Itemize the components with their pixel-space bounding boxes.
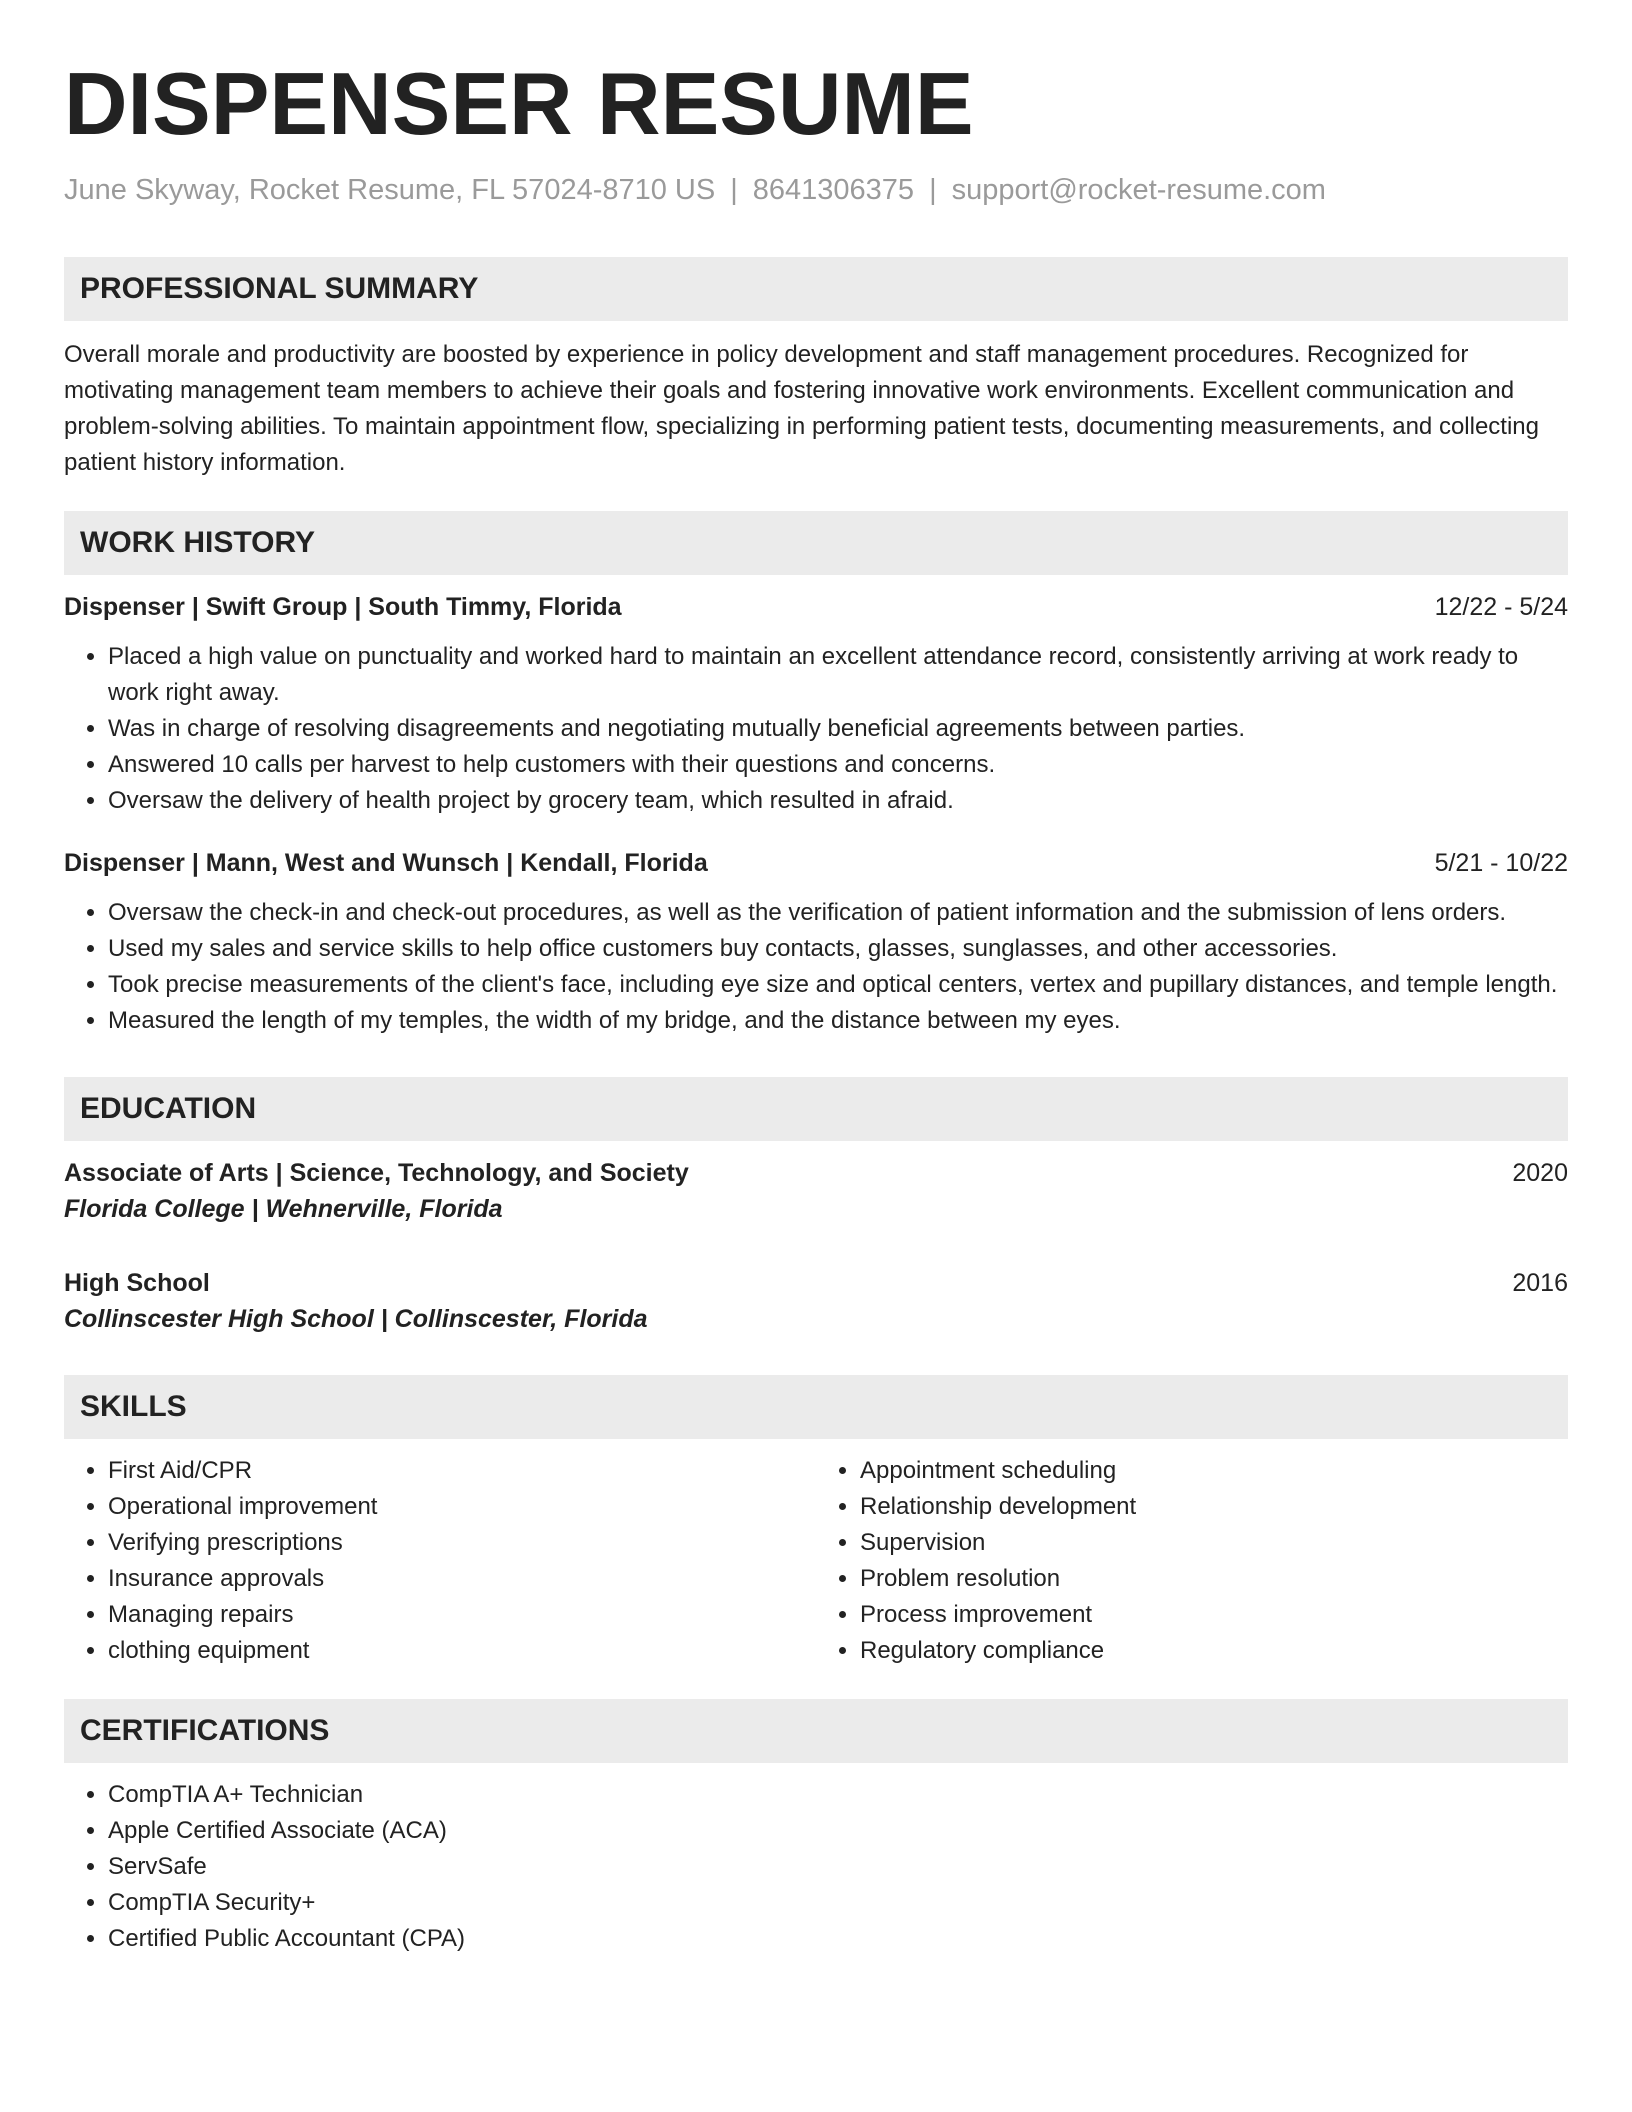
skill-item: • Managing repairs	[108, 1597, 816, 1633]
section-header-certifications: CERTIFICATIONS	[64, 1699, 1568, 1763]
skill-item: • Operational improvement	[108, 1489, 816, 1525]
skill-item: • Regulatory compliance	[860, 1633, 1568, 1669]
skill-item: • Appointment scheduling	[860, 1453, 1568, 1489]
contact-email: support@rocket-resume.com	[951, 174, 1326, 206]
skill-item: • Process improvement	[860, 1597, 1568, 1633]
section-header-summary: PROFESSIONAL SUMMARY	[64, 257, 1568, 321]
skill-item: • Problem resolution	[860, 1561, 1568, 1597]
contact-address: June Skyway, Rocket Resume, FL 57024-8710 US	[64, 174, 716, 206]
skills-list	[64, 1439, 1568, 1669]
contact-phone: 8641306375	[752, 174, 915, 206]
education-degree: High School	[64, 1269, 210, 1297]
certification-item: • CompTIA Security+	[108, 1885, 1568, 1921]
certification-item: • CompTIA A+ Technician	[108, 1777, 1568, 1813]
job-date: 12/22 - 5/24	[1434, 593, 1568, 621]
summary-text: Overall morale and productivity are boosted by experience in policy development and staff management procedures. Recognized for motivating management team members to achieve their goals and fostering innovative work environments. Excellent communication and problem-solving abilities. To maintain appointment flow, specializing in performing patient tests, documenting measurements, and collecting patient history information.	[64, 341, 1540, 476]
job-title: Dispenser | Swift Group | South Timmy, Florida	[64, 593, 622, 621]
education-entry	[64, 1155, 1568, 1227]
section-header-work-history: WORK HISTORY	[64, 511, 1568, 575]
resume-title: DISPENSER RESUME	[64, 54, 974, 153]
certifications-list	[64, 1777, 1568, 1957]
skill-item: • clothing equipment	[108, 1633, 816, 1669]
contact-line	[64, 174, 1568, 207]
job-bullet: • Oversaw the delivery of health project by grocery team, which resulted in afraid.	[108, 783, 1568, 819]
education-year: 2020	[1512, 1159, 1568, 1187]
job-bullets	[64, 895, 1568, 1039]
certification-item: • Certified Public Accountant (CPA)	[108, 1921, 1568, 1957]
skill-item: • Insurance approvals	[108, 1561, 816, 1597]
job-bullet: • Used my sales and service skills to help office customers buy contacts, glasses, sunglasses, and other accessories.	[108, 931, 1568, 967]
section-header-education: EDUCATION	[64, 1077, 1568, 1141]
job-bullet: • Took precise measurements of the client's face, including eye size and optical centers, vertex and pupillary distances, and temple length.	[108, 967, 1568, 1003]
job-bullet: • Answered 10 calls per harvest to help customers with their questions and concerns.	[108, 747, 1568, 783]
education-degree: Associate of Arts | Science, Technology, and Society	[64, 1159, 689, 1187]
skills-column-left	[64, 1453, 816, 1669]
job-title: Dispenser | Mann, West and Wunsch | Kendall, Florida	[64, 849, 708, 877]
education-year: 2016	[1512, 1269, 1568, 1297]
certification-item: • Apple Certified Associate (ACA)	[108, 1813, 1568, 1849]
skill-item: • First Aid/CPR	[108, 1453, 816, 1489]
job-bullet: • Was in charge of resolving disagreements and negotiating mutually beneficial agreements between parties.	[108, 711, 1568, 747]
job-bullet: • Measured the length of my temples, the width of my bridge, and the distance between my eyes.	[108, 1003, 1568, 1039]
education-school: Florida College | Wehnerville, Florida	[64, 1195, 503, 1223]
job-entry	[64, 845, 1568, 1039]
skill-item: • Relationship development	[860, 1489, 1568, 1525]
contact-separator: |	[730, 174, 738, 206]
job-bullets	[64, 639, 1568, 819]
skill-item: • Verifying prescriptions	[108, 1525, 816, 1561]
education-entry	[64, 1265, 1568, 1337]
job-date: 5/21 - 10/22	[1434, 849, 1568, 877]
skill-item: • Supervision	[860, 1525, 1568, 1561]
section-header-skills: SKILLS	[64, 1375, 1568, 1439]
skills-column-right	[816, 1453, 1568, 1669]
job-bullet: • Placed a high value on punctuality and worked hard to maintain an excellent attendance record, consistently arriving at work ready to work right away.	[108, 639, 1568, 711]
certification-item: • ServSafe	[108, 1849, 1568, 1885]
job-entry	[64, 589, 1568, 819]
job-bullet: • Oversaw the check-in and check-out procedures, as well as the verification of patient information and the submission of lens orders.	[108, 895, 1568, 931]
education-school: Collinscester High School | Collinscester, Florida	[64, 1305, 648, 1333]
contact-separator: |	[929, 174, 937, 206]
